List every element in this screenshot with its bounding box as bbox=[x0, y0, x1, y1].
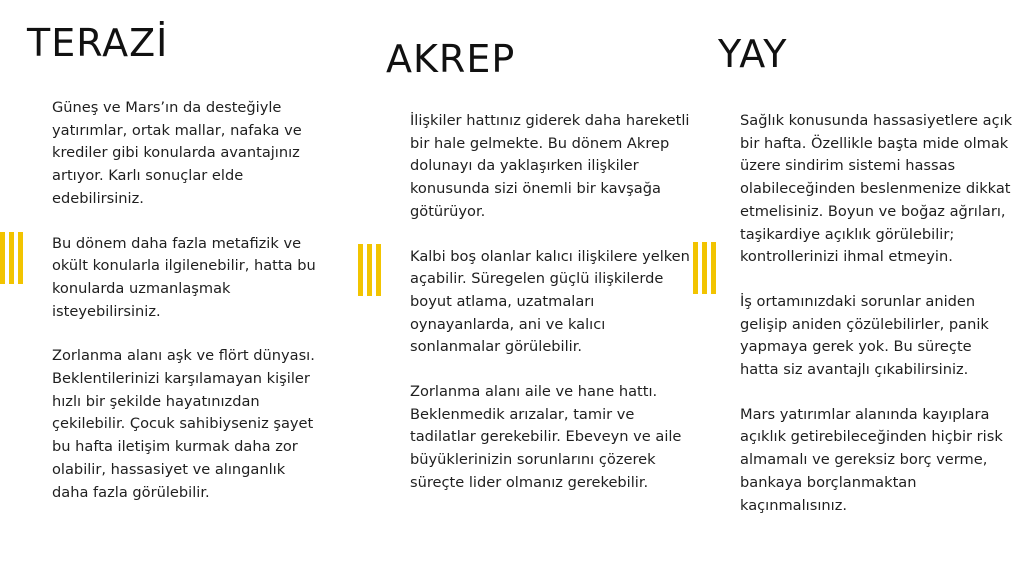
accent-bar bbox=[18, 232, 23, 284]
column-title-akrep: AKREP bbox=[386, 37, 516, 81]
triple-bar-icon bbox=[0, 232, 23, 284]
paragraph: Güneş ve Mars’ın da desteğiyle yatırımlar, ortak mallar, nafaka ve krediler gibi konularda avantajınız artıyor. Karlı sonuçlar elde edebilirsiniz. bbox=[52, 99, 302, 207]
column-text-akrep bbox=[410, 110, 696, 517]
accent-bar bbox=[693, 242, 698, 294]
column-text-yay bbox=[740, 110, 1014, 539]
accent-bar bbox=[358, 244, 363, 296]
paragraph: Bu dönem daha fazla metafizik ve okült konularla ilgilenebilir, hatta bu konularda uzmanlaşmak isteyebilirsiniz. bbox=[52, 234, 316, 320]
accent-bar bbox=[711, 242, 716, 294]
accent-bar bbox=[376, 244, 381, 296]
paragraph: Kalbi boş olanlar kalıcı ilişkilere yelken açabilir. Süregelen güçlü ilişkilerde boyut atlama, uzatmaları oynayanlarda, ani ve kalıcı sonlanmalar görülebilir. bbox=[410, 247, 690, 356]
paragraph: Mars yatırımlar alanında kayıplara açıklık getirebileceğinden hiçbir risk almamalı ve gereksiz borç verme, bankaya borçlanmaktan kaçınmalısınız. bbox=[740, 405, 1003, 514]
accent-bar bbox=[0, 232, 5, 284]
paragraph: İş ortamınızdaki sorunlar aniden gelişip aniden çözülebilirler, panik yapmaya gerek yok. Bu süreçte hatta siz avantajlı çıkabilirsiniz. bbox=[740, 292, 989, 379]
accent-bar bbox=[9, 232, 14, 284]
paragraph: İlişkiler hattınız giderek daha hareketli bir hale gelmekte. Bu dönem Akrep dolunayı da yaklaşırken ilişkiler konusunda sizi önemli bir kavşağa götürüyor. bbox=[410, 112, 690, 220]
accent-bar bbox=[702, 242, 707, 294]
paragraph: Sağlık konusunda hassasiyetlere açık bir hafta. Özellikle başta mide olmak üzere sindirim sistemi hassas olabileceğinden beslenmenize dikkat etmelisiniz. Boyun ve boğaz ağrıları, taşikardiye açıklık görülebilir; kontrollerinizi ihmal etmeyin. bbox=[740, 112, 1013, 266]
accent-bar bbox=[367, 244, 372, 296]
triple-bar-icon bbox=[358, 244, 381, 296]
column-text-terazi bbox=[52, 97, 320, 526]
paragraph: Zorlanma alanı aşk ve flört dünyası. Beklentilerinizi karşılamayan kişiler hızlı bir şekilde hayatınızdan çekilebilir. Çocuk sahibiyseniz şayet bu hafta iletişim kurmak daha zor olabilir, hassasiyet ve alınganlık daha fazla görülebilir. bbox=[52, 347, 315, 501]
column-title-yay: YAY bbox=[718, 32, 788, 76]
triple-bar-icon bbox=[693, 242, 716, 294]
column-title-terazi: TERAZİ bbox=[27, 21, 169, 65]
paragraph: Zorlanma alanı aile ve hane hattı. Beklenmedik arızalar, tamir ve tadilatlar gerekebilir. Ebeveyn ve aile büyüklerinizin sorunlarını çözerek süreçte lider olmanız gerekebilir. bbox=[410, 383, 682, 491]
